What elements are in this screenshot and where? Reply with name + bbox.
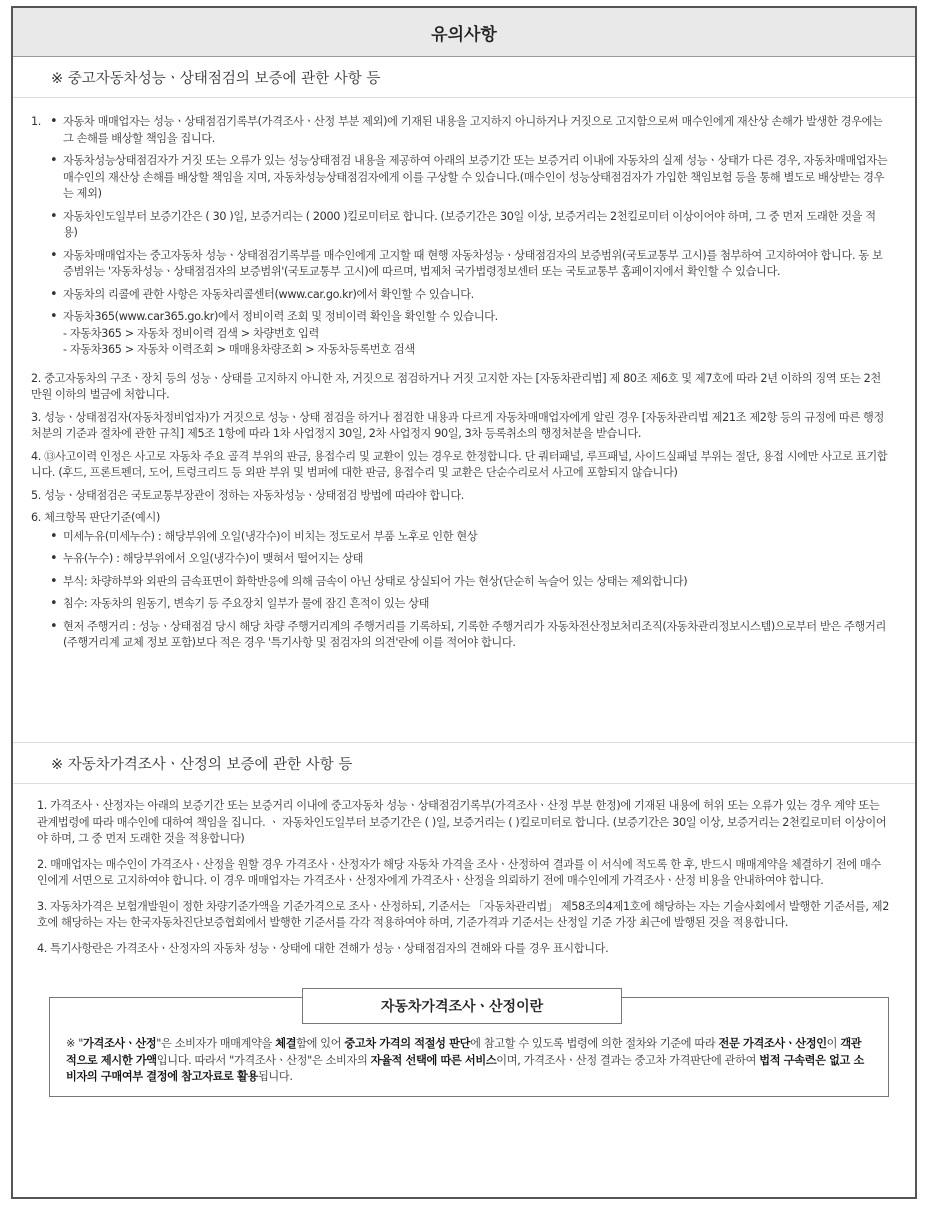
item-6-title: 6. 체크항목 판단기준(예시) <box>31 511 160 524</box>
item-5: 5. 성능ㆍ상태점검은 국토교통부장관이 정하는 자동차성능ㆍ상태점검 방법에 따라야 합니다. <box>31 488 464 502</box>
criteria-item: • 미세누유(미세누수) : 해당부위에 오일(냉각수)이 비치는 정도로서 부품 노후로 인한 현상 <box>48 529 889 546</box>
item-1: 1. 가격조사ㆍ산정자는 아래의 보증기간 또는 보증거리 이내에 중고자동차 성능ㆍ상태점검기록부(가격조사ㆍ산정 부분 한정)에 기재된 내용에 허위 또는 오류가 있는 경우 계약 또는 관계법령에 따라 매수인에 대하여 책임을 집니다. ㆍ 자동차인도일부터 보증기간은 ( )일, 보증거리는 ( )킬로미터로 합니다. (보증기간은 30일 이상, 보증거리는 2천킬로미터 이상이어야 하며, 그 중 먼저 도래한 것을 적용합니다) <box>37 799 887 845</box>
bullet-item: • 자동차 매매업자는 성능ㆍ상태점검기록부(가격조사ㆍ산정 부분 제외)에 기재된 내용을 고지하지 아니하거나 거짓으로 고지함으로써 매수인에게 재산상 손해가 발생한 경우에는 그 손해를 배상할 책임을 집니다. <box>48 114 889 147</box>
section-performance-warranty <box>13 57 915 742</box>
box-text <box>66 1036 868 1086</box>
item-4: 4. 특기사항란은 가격조사ㆍ산정자의 자동차 성능ㆍ상태에 대한 견해가 성능ㆍ상태점검자의 견해와 다를 경우 표시합니다. <box>37 941 609 955</box>
item-6-bullets <box>48 529 889 652</box>
emphasis: 가격조사ㆍ산정 <box>83 1037 157 1050</box>
price-definition-box <box>49 997 889 1097</box>
emphasis: 객관적으로 제시한 가액 <box>66 1037 862 1067</box>
bullet-item: • 자동차인도일부터 보증기간은 ( 30 )일, 보증거리는 ( 2000 )킬로미터로 합니다. (보증기간은 30일 이상, 보증거리는 2천킬로미터 이상이어야 하며, 그 중 먼저 도래한 것을 적용) <box>48 209 889 242</box>
bullet-item: • 자동차성능상태점검자가 거짓 또는 오류가 있는 성능상태점검 내용을 제공하여 아래의 보증기간 또는 보증거리 이내에 자동차의 실제 성능ㆍ상태가 다른 경우, 자동차매매업자는 매수인의 재산상 손해를 배상할 책임을 지며, 자동차성능상태점검자에게 이를 구상할 수 있습니다.(매수인이 성능상태점검자가 가입한 책임보험 등을 통해 별도로 배상받는 경우는 제외) <box>48 153 889 203</box>
item-number: 1. <box>31 115 41 128</box>
text-run: 됩니다. <box>257 1070 293 1083</box>
criteria-item: • 부식: 차량하부와 외판의 금속표면이 화학반응에 의해 금속이 아닌 상태로 상실되어 가는 현상(단순히 녹슬어 있는 상태는 제외합니다) <box>48 574 889 591</box>
section-price-warranty <box>13 742 915 975</box>
item-2: 2. 중고자동차의 구조ㆍ장치 등의 성능ㆍ상태를 고지하지 아니한 자, 거짓으로 점검하거나 거짓 고지한 자는 [자동차관리법] 제 80조 제6호 및 제7호에 따라 2년 이하의 징역 또는 2천만원 이하의 벌금에 처합니다. <box>31 371 881 401</box>
item-1 <box>31 114 889 365</box>
emphasis: 전문 가격조사ㆍ산정인 <box>718 1037 827 1050</box>
emphasis: 법적 구속력은 없고 소비자의 구매여부 결정에 참고자료로 활용 <box>66 1053 864 1083</box>
notice-frame <box>11 6 917 1199</box>
text-run: 함에 있어 <box>296 1037 345 1050</box>
text-run: 이 <box>826 1037 841 1050</box>
item-4: 4. ⑬사고이력 인정은 사고로 자동차 주요 골격 부위의 판금, 용접수리 및 교환이 있는 경우로 한정합니다. 단 쿼터패널, 루프패널, 사이드실패널 부위는 절단, 용접 시에만 사고로 표기합니다. (후드, 프론트펜더, 도어, 트렁크리드 등 외판 부위 및 범퍼에 대한 판금, 용접수리 및 교환은 단순수리로서 사고에 포함되지 않습니다) <box>31 449 888 479</box>
bullet-item: • 자동차매매업자는 중고자동차 성능ㆍ상태점검기록부를 매수인에게 고지할 때 현행 자동차성능ㆍ상태점검자의 보증범위(국토교통부 고시)를 첨부하여 고지하여야 합니다. 동 보증범위는 '자동차성능ㆍ상태점검자의 보증범위'(국토교통부 고시)에 따르며, 법제처 국가법령정보센터 또는 국토교통부 홈페이지에서 확인할 수 있습니다. <box>48 248 889 281</box>
item-3: 3. 성능ㆍ상태점검자(자동차정비업자)가 거짓으로 성능ㆍ상태 점검을 하거나 점검한 내용과 다르게 자동차매매업자에게 알린 경우 [자동차관리법 제21조 제2항 등의 규정에 따른 행정처분의 기준과 절차에 관한 규칙] 제5조 1항에 따라 1차 사업정지 30일, 2차 사업정지 90일, 3차 등록취소의 행정처분을 받습니다. <box>31 410 884 440</box>
bullet-text: • 자동차365(www.car365.go.kr)에서 정비이력 조회 및 정비이력 확인을 확인할 수 있습니다. <box>63 310 498 323</box>
section-body <box>13 784 915 957</box>
criteria-item: • 누유(누수) : 해당부위에서 오일(냉각수)이 맺혀서 떨어지는 상태 <box>48 551 889 568</box>
text-run: 에 참고할 수 있도록 법령에 의한 절차와 기준에 따라 <box>470 1037 719 1050</box>
bullet-item-car365 <box>48 309 889 359</box>
section-heading: ※ 중고자동차성능ㆍ상태점검의 보증에 관한 사항 등 <box>13 57 915 98</box>
text-run: ※ " <box>66 1037 84 1050</box>
bullet-item: • 자동차의 리콜에 관한 사항은 자동차리콜센터(www.car.go.kr)에서 확인할 수 있습니다. <box>48 287 889 304</box>
emphasis: 자율적 선택에 따른 서비스 <box>370 1053 497 1067</box>
item-2: 2. 매매업자는 매수인이 가격조사ㆍ산정을 원할 경우 가격조사ㆍ산정자가 해당 자동차 가격을 조사ㆍ산정하여 결과를 이 서식에 적도록 한 후, 반드시 매매계약을 체결하기 전에 매수인에게 서면으로 고지하여야 합니다. 이 경우 매매업자는 가격조사ㆍ산정자에게 가격조사ㆍ산정을 의뢰하기 전에 매수인에게 가격조사ㆍ산정 비용을 안내하여야 합니다. <box>37 857 881 887</box>
page-title: 유의사항 <box>13 8 915 57</box>
text-run: 이며, 가격조사ㆍ산정 결과는 중고차 가격판단에 관하여 <box>496 1053 760 1067</box>
text-run: 입니다. 따라서 "가격조사ㆍ산정"은 소비자의 <box>156 1053 371 1067</box>
box-title: 자동차가격조사ㆍ산정이란 <box>302 988 622 1024</box>
criteria-item: • 침수: 자동차의 원동기, 변속기 등 주요장치 일부가 물에 잠긴 흔적이 있는 상태 <box>48 596 889 613</box>
item-1-bullets <box>48 114 889 365</box>
text-run: "은 소비자가 매매계약을 <box>156 1037 276 1050</box>
section-body <box>13 98 915 652</box>
item-3: 3. 자동차가격은 보험개발원이 정한 차량기준가액을 기준가격으로 조사ㆍ산정하되, 기준서는 「자동차관리법」 제58조의4제1호에 해당하는 자는 기술사회에서 발행한 기준서를, 제2호에 해당하는 자는 한국자동차진단보증협회에서 발행한 기준서를 각각 적용하여야 하며, 기준가격과 기준서는 산정일 기준 가장 최근에 발행된 것을 적용합니다. <box>37 899 889 929</box>
section-heading: ※ 자동차가격조사ㆍ산정의 보증에 관한 사항 등 <box>13 742 915 784</box>
emphasis: 체결 <box>275 1037 297 1050</box>
bullet-subline: - 자동차365 > 자동차 이력조회 > 매매용차량조회 > 자동차등록번호 검색 <box>63 343 415 356</box>
bullet-subline: - 자동차365 > 자동차 정비이력 검색 > 차량번호 입력 <box>63 326 319 340</box>
emphasis: 중고차 가격의 적절성 판단 <box>344 1037 471 1050</box>
criteria-item: • 현저 주행거리 : 성능ㆍ상태점검 당시 해당 차량 주행거리계의 주행거리를 기록하되, 기록한 주행거리가 자동차전산정보처리조직(자동차관리정보시스템)으로부터 받은 주행거리(주행거리계 교체 정보 포함)보다 적은 경우 '특기사항 및 점검자의 의견'란에 이를 적어야 합니다. <box>48 619 889 652</box>
item-6 <box>31 510 889 652</box>
